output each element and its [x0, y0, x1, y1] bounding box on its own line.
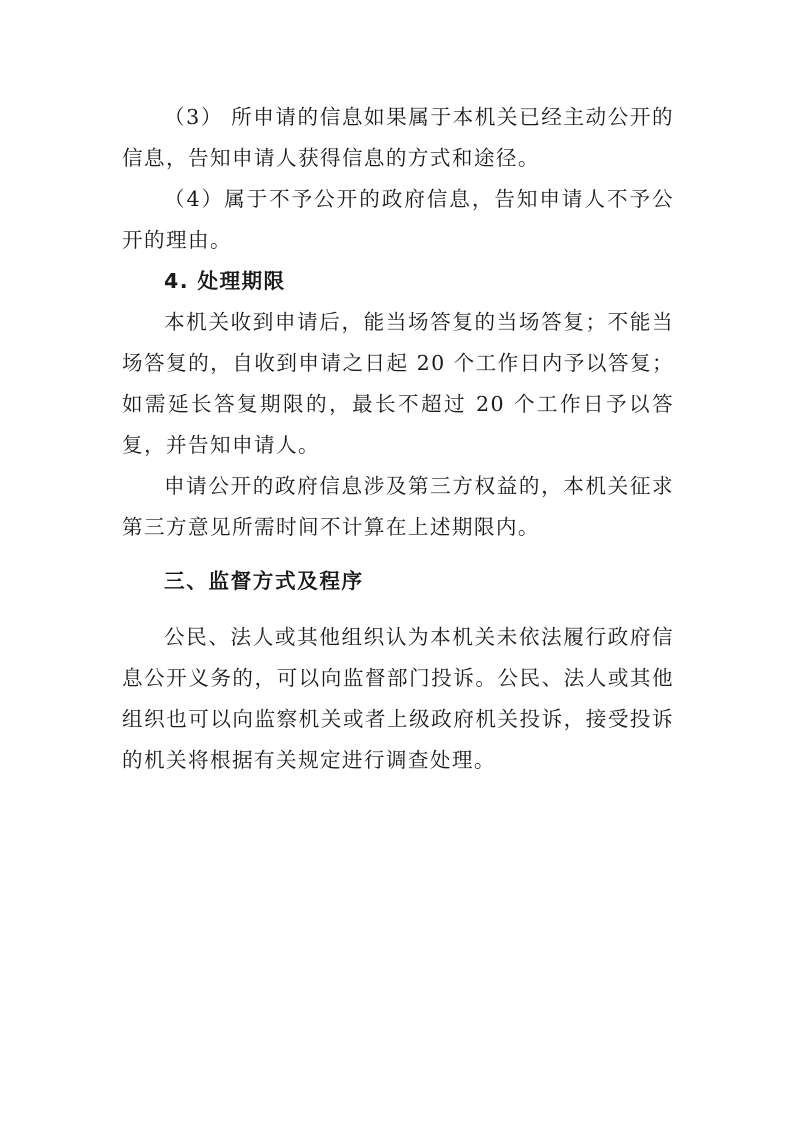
item-4-paragraph: （4）属于不予公开的政府信息，告知申请人不予公开的理由。 [122, 187, 674, 252]
item-3-paragraph: （3） 所申请的信息如果属于本机关已经主动公开的信息，告知申请人获得信息的方式和途径。 [122, 105, 674, 170]
processing-deadline-paragraph: 本机关收到申请后，能当场答复的当场答复；不能当场答复的，自收到申请之日起 20 个工作日内予以答复；如需延长答复期限的，最长不超过 20 个工作日予以答复，并告知申请人。 [122, 310, 674, 457]
supervision-paragraph: 公民、法人或其他组织认为本机关未依法履行政府信息公开义务的，可以向监督部门投诉。公民、法人或其他组织也可以向监察机关或者上级政府机关投诉，接受投诉的机关将根据有关规定进行调查处理。 [122, 625, 674, 772]
third-party-paragraph: 申请公开的政府信息涉及第三方权益的，本机关征求第三方意见所需时间不计算在上述期限内。 [122, 474, 674, 539]
subsection-title: 4. 处理期限 [164, 269, 286, 293]
section-title: 三、监督方式及程序 [164, 569, 364, 593]
